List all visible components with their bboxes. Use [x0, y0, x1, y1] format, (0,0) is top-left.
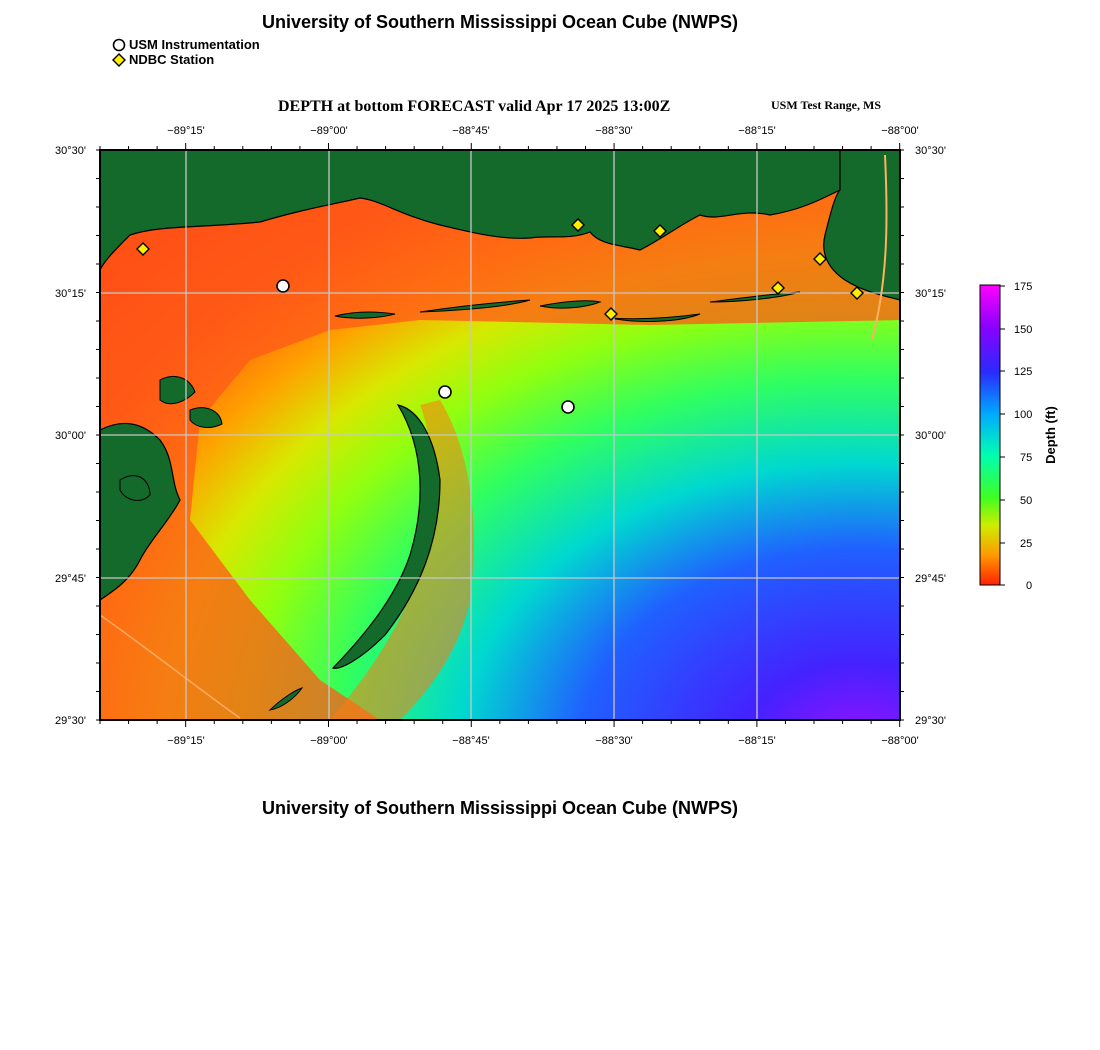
- lat-labels-right: [915, 145, 946, 727]
- colorbar: [980, 281, 1058, 592]
- colorbar-tick-label: 0: [1026, 580, 1033, 592]
- colorbar-scale: [980, 285, 1000, 585]
- lon-tick-label: −88°45': [452, 125, 490, 137]
- colorbar-label: Depth (ft): [1043, 406, 1058, 464]
- lon-tick-label: −89°00': [310, 735, 348, 747]
- lon-tick-label: −89°15': [167, 735, 205, 747]
- lon-tick-label: −88°30': [595, 125, 633, 137]
- lat-labels-left: [55, 145, 86, 727]
- lon-tick-label: −88°30': [595, 735, 633, 747]
- page-title: University of Southern Mississippi Ocean Cube (NWPS): [261, 12, 739, 32]
- colorbar-tick-label: 150: [1014, 324, 1033, 336]
- lat-tick-label: 29°45': [915, 573, 946, 585]
- lat-tick-label: 30°15': [55, 288, 86, 300]
- legend-label: USM Instrumentation: [129, 37, 260, 52]
- lon-tick-label: −89°00': [310, 125, 348, 137]
- lat-tick-label: 30°30': [55, 145, 86, 157]
- usm-instrument-marker[interactable]: [277, 280, 289, 292]
- page-title-bottom: University of Southern Mississippi Ocean Cube (NWPS): [261, 798, 739, 818]
- lon-tick-label: −88°45': [452, 735, 490, 747]
- lon-tick-label: −89°15': [167, 125, 205, 137]
- colorbar-tick-label: 75: [1020, 452, 1033, 464]
- colorbar-tick-label: 100: [1014, 409, 1033, 421]
- lat-tick-label: 29°30': [915, 715, 946, 727]
- colorbar-tick-label: 125: [1014, 366, 1033, 378]
- lat-tick-label: 30°00': [55, 430, 86, 442]
- lon-tick-label: −88°00': [881, 735, 919, 747]
- lon-tick-label: −88°00': [881, 125, 919, 137]
- colorbar-tick-label: 50: [1020, 495, 1033, 507]
- map-title: DEPTH at bottom FORECAST valid Apr 17 2025 13:00Z: [278, 98, 671, 115]
- lat-tick-label: 30°15': [915, 288, 946, 300]
- range-label: USM Test Range, MS: [771, 98, 882, 112]
- lat-tick-label: 30°30': [915, 145, 946, 157]
- lat-tick-label: 29°45': [55, 573, 86, 585]
- lon-tick-label: −88°15': [738, 125, 776, 137]
- lat-tick-label: 29°30': [55, 715, 86, 727]
- usm-instrument-marker[interactable]: [562, 401, 574, 413]
- usm-instrument-marker[interactable]: [439, 386, 451, 398]
- colorbar-tick-label: 25: [1020, 538, 1033, 550]
- lat-tick-label: 30°00': [915, 430, 946, 442]
- lon-labels-bottom: [167, 735, 918, 747]
- legend-label: NDBC Station: [129, 52, 215, 67]
- lon-labels-top: [167, 125, 918, 137]
- lon-tick-label: −88°15': [738, 735, 776, 747]
- colorbar-tick-label: 175: [1014, 281, 1033, 293]
